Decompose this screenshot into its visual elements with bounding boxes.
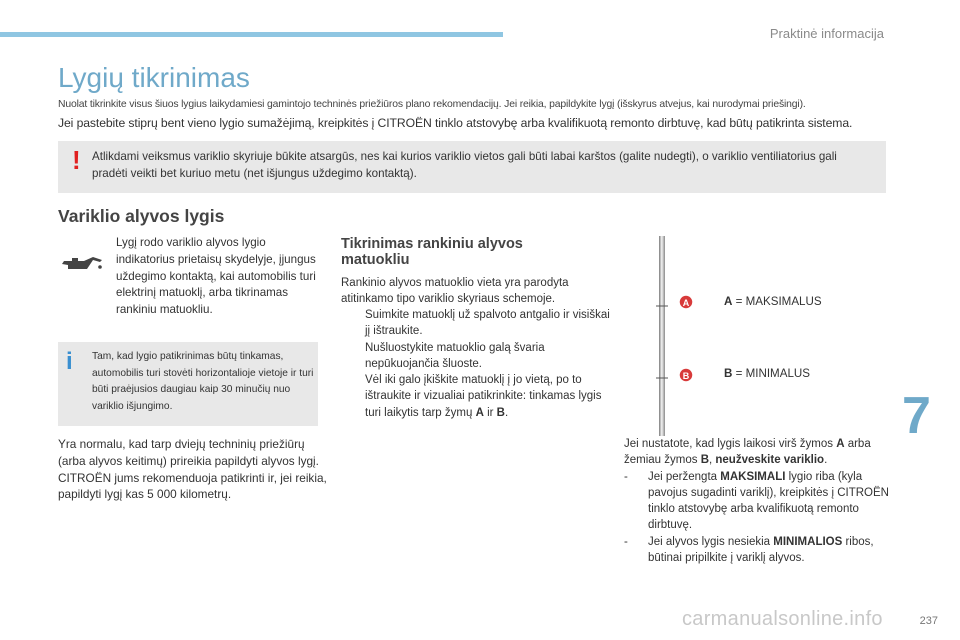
oil-indicator-text: Lygį rodo variklio alyvos lygio indikatorius prietaisų skydelyje, įjungus uždegimo kontaktą, kai automobilis turi elektrinį matuoklį, arba tikrinamas rankiniu matuokliu. xyxy=(116,236,316,317)
label-maximum xyxy=(724,295,822,308)
info-icon: i xyxy=(66,348,73,375)
page-title: Lygių tikrinimas xyxy=(58,62,250,93)
label-value: = MAKSIMALUS xyxy=(732,295,822,308)
info-text: Tam, kad lygio patikrinimas būtų tinkamas, automobilis turi stovėti horizontalioje vietoje ir turi būti praėjusios daugiau kaip 30 minučių nuo variklio išjungimo. xyxy=(92,351,314,412)
label-minimum xyxy=(724,367,810,380)
marker-a: A xyxy=(682,298,690,308)
list-item xyxy=(624,469,894,534)
text: , xyxy=(709,454,716,467)
dash-bullet: - xyxy=(624,470,628,483)
warning-box xyxy=(58,141,886,193)
text: Jei alyvos lygis nesiekia xyxy=(648,535,774,548)
list-item xyxy=(624,534,894,567)
dash-bullet: - xyxy=(624,535,628,548)
manual-check-intro: Rankinio alyvos matuoklio vieta yra parodyta atitinkamo tipo variklio skyriaus schemoje. xyxy=(341,277,569,306)
text: Jei peržengta xyxy=(648,470,721,483)
page-subtitle: Nuolat tikrinkite visus šiuos lygius laikydamiesi gamintojo techninės priežiūros plano rekomendacijų. Jei reikia, papildykite lygį (išskyrus atvejus, kai nurodymai priešingi). xyxy=(58,99,806,110)
step-text: Nušluostykite matuoklio galą švaria nepūkuojančia šluoste. xyxy=(365,341,545,370)
emphasis: MAKSIMALI xyxy=(720,470,786,483)
step-text: . xyxy=(504,406,509,419)
label-key: A xyxy=(724,295,733,308)
mark-a: A xyxy=(836,438,845,450)
result-list xyxy=(624,469,894,567)
watermark: carmanualsonline.info xyxy=(682,608,883,630)
warning-icon: ! xyxy=(72,145,81,175)
step-text: Suimkite matuoklį už spalvoto antgalio ir visiškai jį ištraukite. xyxy=(365,309,610,338)
step-text: ir xyxy=(483,406,497,419)
result-intro xyxy=(624,436,894,469)
text: lygio riba (kyla pavojus sugadinti variklį), kreipkitės į CITROËN tinklo atstovybę arba kvalifikuotą remonto dirbtuvę. xyxy=(648,470,889,532)
result-instructions xyxy=(624,436,894,566)
manual-check-heading: Tikrinimas rankiniu alyvos matuokliu xyxy=(341,236,523,268)
label-key: B xyxy=(724,367,733,380)
info-box xyxy=(58,342,318,426)
label-value: = MINIMALUS xyxy=(732,367,811,380)
page-number: 237 xyxy=(919,615,938,627)
text: arba žemiau žymos xyxy=(624,438,871,467)
marker-b: B xyxy=(682,371,690,381)
text: ribos, būtinai pripilkite į variklį alyvos. xyxy=(648,535,874,565)
oil-can-icon xyxy=(60,252,104,274)
dipstick-illustration xyxy=(649,236,697,436)
text: Jei nustatote, kad lygis laikosi virš žymos xyxy=(624,438,837,450)
service-interval-text: Yra normalu, kad tarp dviejų techninių priežiūrų (arba alyvos keitimų) prireikia papildyti alyvos lygį. CITROËN jums rekomenduoja patikrinti ir, jei reikia, papildyti lygį kas 5 000 kilometrų. xyxy=(58,437,327,502)
section-header: Praktinė informacija xyxy=(769,26,884,41)
chapter-number: 7 xyxy=(902,387,931,445)
list-item xyxy=(341,372,611,421)
oil-section-heading: Variklio alyvos lygis xyxy=(58,206,225,226)
emphasis: neužveskite variklio xyxy=(715,454,825,467)
mark-a: A xyxy=(475,406,484,419)
list-item xyxy=(341,340,611,373)
mark-b: B xyxy=(496,406,505,419)
page-intro: Jei pastebite stiprų bent vieno lygio sumažėjimą, kreipkitės į CITROËN tinklo atstovybę arba kvalifikuotą remonto dirbtuvę, kad būtų patikrinta sistema. xyxy=(58,116,853,130)
mark-b: B xyxy=(700,454,709,467)
emphasis: MINIMALIOS xyxy=(773,535,843,548)
list-item xyxy=(341,307,611,340)
warning-text: Atlikdami veiksmus variklio skyriuje būkite atsargūs, nes kai kurios variklio vietos gali būti labai karštos (galite nudegti), o variklio ventiliatorius gali pradėti veikti bet kuriuo metu (net išjungus uždegimo kontaktą). xyxy=(92,150,837,180)
step-text: Vėl iki galo įkiškite matuoklį į jo vietą, po to ištraukite ir vizualiai patikrinkite: tinkamas lygis turi laikytis tarp žymų xyxy=(365,374,602,419)
header-accent-bar xyxy=(0,32,503,37)
manual-check-steps xyxy=(341,307,611,421)
text: . xyxy=(824,454,828,467)
